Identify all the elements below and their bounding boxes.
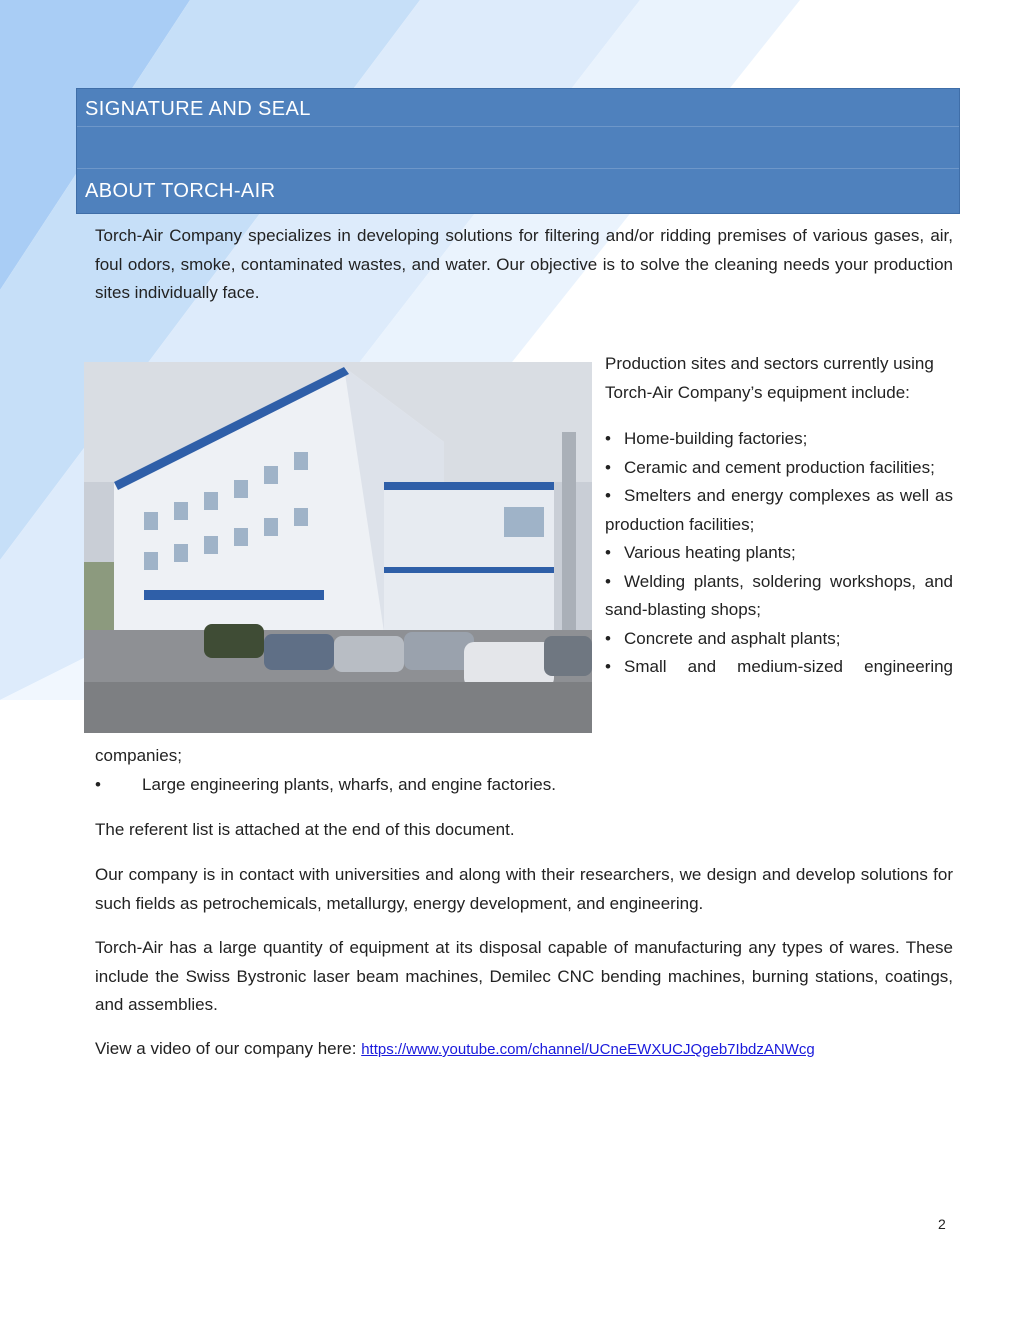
sectors-intro: Production sites and sectors currently using Torch-Air Company’s equipment include: bbox=[605, 354, 934, 402]
equipment-paragraph: Torch-Air has a large quantity of equipment at its disposal capable of manufacturing any types of wares. These include the Swiss Bystronic laser beam machines, Demilec CNC bending machines, burning stations, coatings, and assemblies. bbox=[95, 938, 953, 1014]
universities-paragraph: Our company is in contact with universities and along with their researchers, we design and develop solutions for such fields as petrochemicals, metallurgy, energy development, and engineering. bbox=[95, 865, 953, 913]
list-item: • Small and medium-sized engineering bbox=[605, 653, 953, 682]
video-link[interactable]: https://www.youtube.com/channel/UCneEWXUCJQgeb7IbdzANWcg bbox=[361, 1041, 815, 1058]
list-item: • Home-building factories; bbox=[605, 425, 953, 454]
sector-continuation: companies; bbox=[95, 746, 182, 765]
sectors-list bbox=[605, 425, 953, 682]
bullet-icon: • bbox=[605, 571, 611, 591]
sectors-column bbox=[605, 350, 953, 682]
bullet-icon: • bbox=[95, 775, 101, 794]
bullet-icon: • bbox=[605, 429, 611, 448]
bullet-icon: • bbox=[605, 657, 611, 676]
list-item: • Ceramic and cement production facilities; bbox=[605, 454, 953, 483]
referent-paragraph: The referent list is attached at the end of this document. bbox=[95, 820, 515, 839]
factory-photo bbox=[84, 362, 592, 733]
list-item: • Concrete and asphalt plants; bbox=[605, 625, 953, 654]
intro-paragraph: Torch-Air Company specializes in developing solutions for filtering and/or ridding premises of various gases, air, foul odors, smoke, contaminated wastes, and water. Our objective is to solve the cleaning needs your production sites individually face. bbox=[95, 226, 953, 302]
list-item: • Welding plants, soldering workshops, and sand-blasting shops; bbox=[605, 568, 953, 625]
video-label: View a video of our company here: bbox=[95, 1039, 357, 1058]
bullet-icon: • bbox=[605, 486, 611, 505]
about-heading: ABOUT TORCH-AIR bbox=[85, 180, 276, 202]
bullet-icon: • bbox=[605, 543, 611, 562]
section-header-table bbox=[76, 88, 960, 214]
page-number: 2 bbox=[938, 1216, 946, 1232]
last-sector: Large engineering plants, wharfs, and engine factories. bbox=[142, 775, 556, 794]
bullet-icon: • bbox=[605, 457, 611, 477]
signature-seal-heading: SIGNATURE AND SEAL bbox=[77, 89, 959, 127]
list-item: • Various heating plants; bbox=[605, 539, 953, 568]
list-item bbox=[95, 771, 953, 800]
list-item: • Smelters and energy complexes as well as production facilities; bbox=[605, 482, 953, 539]
empty-header-row bbox=[77, 127, 959, 169]
video-line bbox=[95, 1035, 953, 1065]
bullet-icon: • bbox=[605, 628, 611, 648]
